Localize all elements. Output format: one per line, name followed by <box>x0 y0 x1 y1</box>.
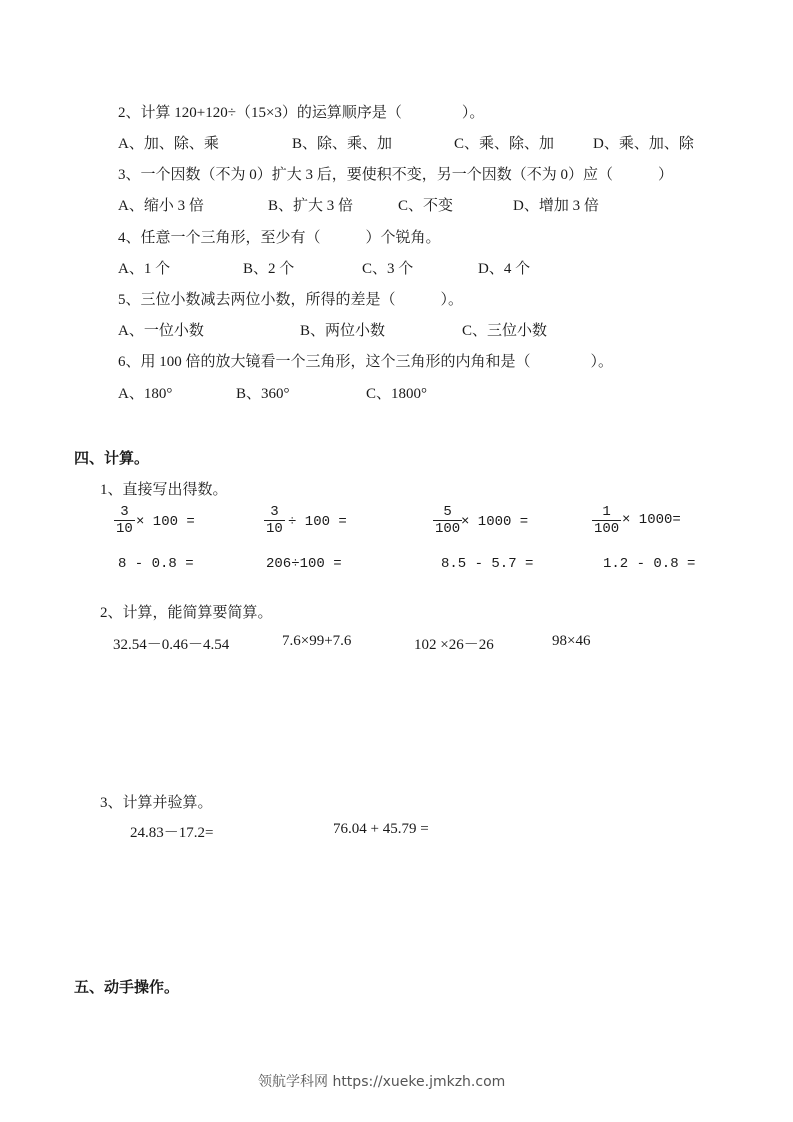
section-4-title: 四、计算。 <box>74 449 150 467</box>
verify-expression-1: 24.83－17.2= <box>130 825 214 841</box>
question-4: 4、任意一个三角形，至少有（ ）个锐角。 <box>118 230 441 246</box>
question-2-option-d: D、乘、加、除 <box>593 136 694 152</box>
question-3-option-d: D、增加 3 倍 <box>513 198 599 214</box>
expression-4-rest: × 1000= <box>622 512 681 528</box>
question-4-option-b: B、2 个 <box>243 261 295 277</box>
question-3-option-a: A、缩小 3 倍 <box>118 198 204 214</box>
question-5-option-a: A、一位小数 <box>118 323 204 339</box>
question-2-option-c: C、乘、除、加 <box>454 136 555 152</box>
simplify-expression-1: 32.54－0.46－4.54 <box>113 637 230 653</box>
fraction-numerator: 1 <box>602 504 611 520</box>
section-4-part-1-title: 1、直接写出得数。 <box>100 482 228 498</box>
question-6-option-b: B、360° <box>236 386 290 402</box>
question-4-option-d: D、4 个 <box>478 261 531 277</box>
fraction-denominator: 100 <box>435 521 461 537</box>
fraction-3 <box>433 504 462 537</box>
verify-expression-2: 76.04 + 45.79 = <box>333 821 429 837</box>
simplify-expression-3: 102 ×26－26 <box>414 637 494 653</box>
fraction-numerator: 5 <box>443 504 452 520</box>
expression-7: 8.5 - 5.7 = <box>441 556 534 572</box>
expression-1-rest: × 100 = <box>136 514 195 530</box>
question-4-option-a: A、1 个 <box>118 261 171 277</box>
fraction-numerator: 3 <box>120 504 129 520</box>
section-4-part-3-title: 3、计算并验算。 <box>100 795 213 811</box>
question-6-option-a: A、180° <box>118 386 173 402</box>
expression-6: 206÷100 = <box>266 556 342 572</box>
fraction-denominator: 10 <box>266 521 283 537</box>
fraction-2 <box>264 504 285 537</box>
expression-8: 1.2 - 0.8 = <box>603 556 696 572</box>
question-3: 3、一个因数（不为 0）扩大 3 后，要使积不变，另一个因数（不为 0）应（ ） <box>118 167 674 183</box>
question-5-option-c: C、三位小数 <box>462 323 548 339</box>
expression-2-rest: ÷ 100 = <box>288 514 347 530</box>
question-6: 6、用 100 倍的放大镜看一个三角形，这个三角形的内角和是（ ）。 <box>118 354 614 370</box>
question-5-option-b: B、两位小数 <box>300 323 386 339</box>
section-5-title: 五、动手操作。 <box>74 978 180 996</box>
footer-watermark: 领航学科网 https://xueke.jmkzh.com <box>258 1074 506 1090</box>
question-3-option-c: C、不变 <box>398 198 454 214</box>
simplify-expression-2: 7.6×99+7.6 <box>282 633 352 649</box>
expression-3-rest: × 1000 = <box>461 514 529 530</box>
question-2: 2、计算 120+120÷（15×3）的运算顺序是（ ）。 <box>118 105 485 121</box>
question-3-option-b: B、扩大 3 倍 <box>268 198 354 214</box>
question-6-option-c: C、1800° <box>366 386 428 402</box>
question-2-option-a: A、加、除、乘 <box>118 136 219 152</box>
expression-5: 8 - 0.8 = <box>118 556 194 572</box>
fraction-1 <box>114 504 135 537</box>
fraction-numerator: 3 <box>270 504 279 520</box>
question-5: 5、三位小数减去两位小数，所得的差是（ ）。 <box>118 292 464 308</box>
section-4-part-2-title: 2、计算，能简算要简算。 <box>100 605 273 621</box>
simplify-expression-4: 98×46 <box>552 633 591 649</box>
question-2-option-b: B、除、乘、加 <box>292 136 393 152</box>
fraction-denominator: 10 <box>116 521 133 537</box>
fraction-denominator: 100 <box>594 521 620 537</box>
question-4-option-c: C、3 个 <box>362 261 414 277</box>
fraction-4 <box>592 504 621 537</box>
